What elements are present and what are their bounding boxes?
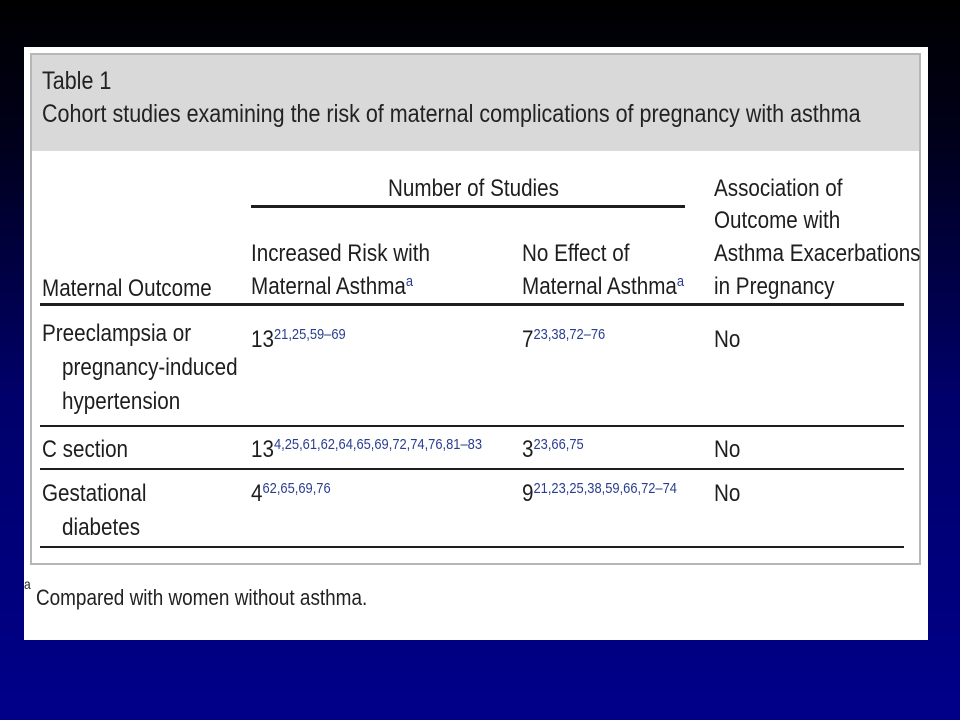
table-label: Table 1 [42,67,112,95]
footnote-marker: a [24,575,31,592]
header-no-effect-line1: No Effect of [522,240,630,267]
row3-association: No [714,480,741,507]
row3-increased [251,478,331,509]
row2-increased [251,434,482,465]
row2-increased-refs: 4,25,61,62,64,65,69,72,74,76,81–83 [273,436,482,453]
row1-outcome-line1: Preeclampsia or [42,320,192,347]
row-divider [40,468,904,470]
row1-outcome-line2: pregnancy-induced [62,354,238,381]
row1-increased [251,324,346,355]
row1-association: No [714,326,741,353]
header-maternal-outcome: Maternal Outcome [42,275,212,302]
table-bottom-rule [40,546,904,548]
row3-no-effect-count: 9 [522,480,534,507]
row3-increased-refs: 62,65,69,76 [262,480,331,497]
table-footnote [24,575,368,612]
header-rule [40,303,904,306]
group-header-rule [251,205,685,208]
header-association-line4: in Pregnancy [714,273,835,300]
row1-no-effect-refs: 23,38,72–76 [533,326,606,343]
header-association-line2: Outcome with [714,207,841,234]
row1-no-effect [522,324,605,355]
row3-outcome-line1: Gestational [42,480,147,507]
group-header-number-of-studies: Number of Studies [388,175,559,202]
row2-no-effect [522,434,584,465]
row2-no-effect-refs: 23,66,75 [533,436,584,453]
header-increased-text: Maternal Asthma [251,273,406,300]
header-association-line1: Association of [714,175,843,202]
row1-outcome-line3: hypertension [62,388,181,415]
header-increased-line1: Increased Risk with [251,240,430,267]
row-divider [40,425,904,427]
row3-no-effect [522,478,677,509]
row1-increased-refs: 21,25,59–69 [273,326,346,343]
row2-increased-count: 13 [251,436,274,463]
footnote-marker-ref: a [676,273,685,290]
row2-no-effect-count: 3 [522,436,534,463]
table-caption-band [32,55,919,151]
row3-increased-count: 4 [251,480,263,507]
row2-association: No [714,436,741,463]
footnote-marker-ref: a [405,273,414,290]
table-frame [30,53,921,565]
row3-no-effect-refs: 21,23,25,38,59,66,72–74 [533,480,677,497]
header-no-effect-text: Maternal Asthma [522,273,677,300]
row2-outcome-line1: C section [42,436,129,463]
header-association-line3: Asthma Exacerbations [714,240,921,267]
header-increased-line2 [251,271,413,302]
row1-no-effect-count: 7 [522,326,534,353]
slide-panel [24,47,928,640]
row3-outcome-line2: diabetes [62,514,141,541]
footnote-text: Compared with women without asthma. [35,585,368,610]
table-title: Cohort studies examining the risk of maternal complications of pregnancy with asthma [42,100,861,128]
header-no-effect-line2 [522,271,684,302]
row1-increased-count: 13 [251,326,274,353]
